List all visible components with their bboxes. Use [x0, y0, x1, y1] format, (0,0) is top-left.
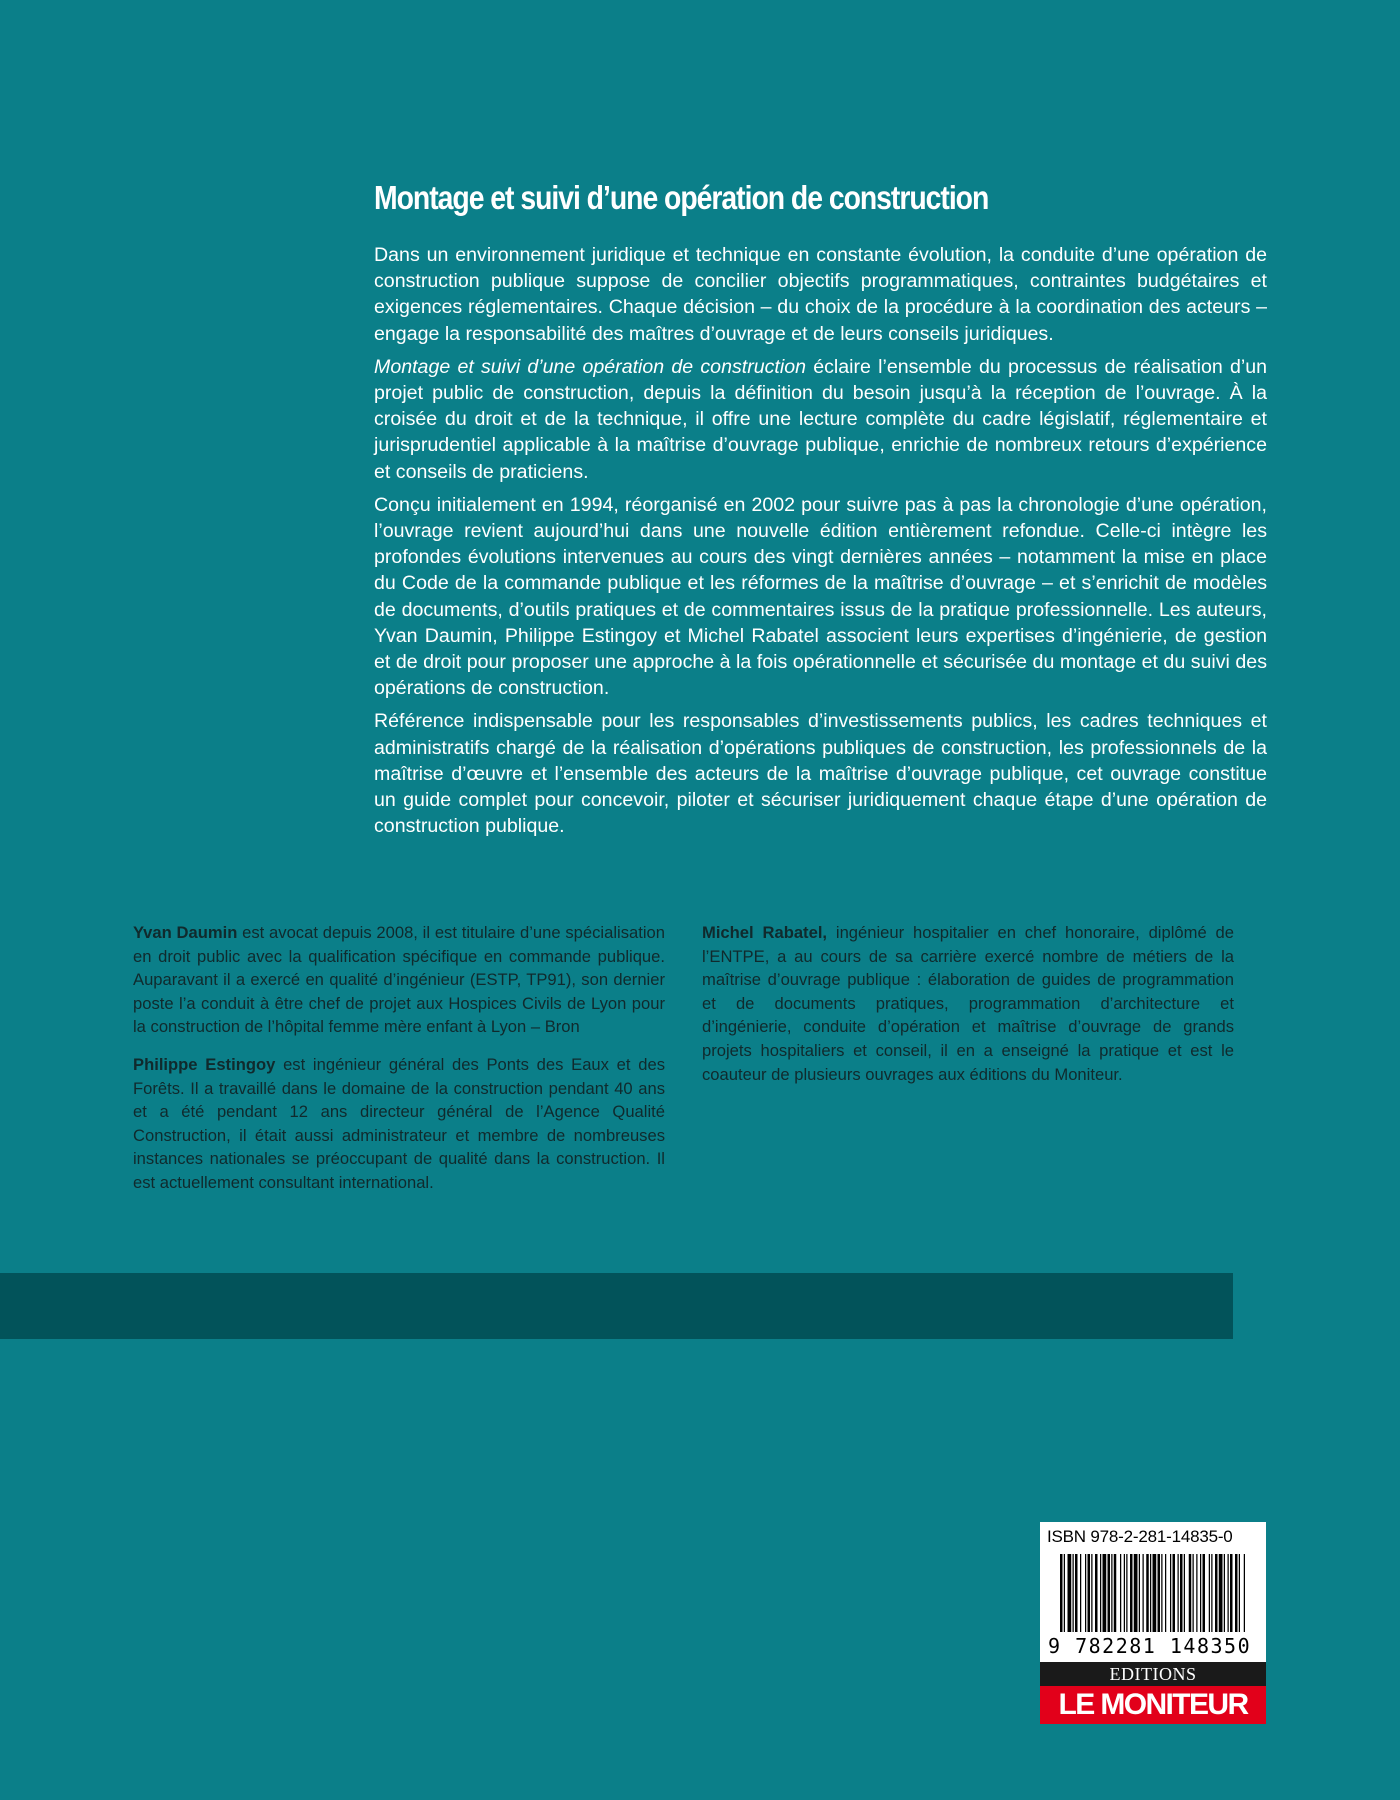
- author-bios-right: [702, 921, 1234, 1100]
- barcode-bar: [1075, 1554, 1078, 1632]
- author-name: Yvan Daumin: [133, 923, 238, 942]
- barcode-bar: [1095, 1554, 1098, 1632]
- barcode-bar: [1228, 1554, 1229, 1632]
- barcode-bar: [1193, 1554, 1194, 1632]
- barcode-bar: [1064, 1554, 1065, 1632]
- barcode-bar: [1180, 1554, 1183, 1632]
- barcode-bar: [1224, 1554, 1225, 1632]
- isbn-barcode: [1040, 1522, 1266, 1662]
- book-description: [374, 242, 1267, 846]
- barcode-bar: [1080, 1554, 1081, 1632]
- barcode-bar: [1073, 1554, 1074, 1632]
- barcode-bar: [1209, 1554, 1210, 1632]
- publisher-logo-editions: EDITIONS: [1040, 1662, 1266, 1686]
- barcode-bar: [1060, 1554, 1063, 1632]
- barcode-bar: [1200, 1554, 1201, 1632]
- barcode-bar: [1203, 1554, 1206, 1632]
- barcode-bar: [1244, 1554, 1245, 1632]
- description-paragraph-2-text: éclaire l’ensemble du processus de réalisation d’un projet public de construction, depuis la définition du besoin jusqu’à la réception de l’ouvrage. À la croisée du droit et de la technique, il offre une lecture complète du cadre législatif, réglementaire et jurisprudentiel applicable à la maîtrise d’ouvrage publique, enrichie de nombreux retours d’expérience et conseils de praticiens.: [374, 355, 1267, 483]
- barcode-bar: [1088, 1554, 1091, 1632]
- barcode-bar: [1124, 1554, 1125, 1632]
- author-bio-text: est avocat depuis 2008, il est titulaire d’une spécialisation en droit public avec la qualification spécifique en commande publique. Auparavant il a exercé en qualité d’ingénieur (ESTP, TP91), son dernier poste l’a conduit à être chef de projet aux Hospices Civils de Lyon pour la construction de l’hôpital femme mère enfant à Lyon – Bron: [133, 923, 665, 1037]
- barcode-bar: [1134, 1554, 1138, 1632]
- barcode-bar: [1108, 1554, 1111, 1632]
- barcode-bar: [1126, 1554, 1127, 1632]
- barcode-bar: [1158, 1554, 1161, 1632]
- isbn-label: ISBN 978-2-281-14835-0: [1047, 1527, 1233, 1546]
- barcode-bar: [1114, 1554, 1117, 1632]
- author-name: Michel Rabatel,: [702, 923, 828, 942]
- barcode-bar: [1165, 1554, 1166, 1632]
- decorative-band: [0, 1273, 1233, 1339]
- description-paragraph-2: [374, 354, 1267, 485]
- barcode-bar: [1211, 1554, 1212, 1632]
- publisher-logo-name: LE MONITEUR: [1040, 1686, 1266, 1724]
- author-bio: [133, 921, 665, 1039]
- description-paragraph-3: Conçu initialement en 1994, réorganisé en 2002 pour suivre pas à pas la chronologie d’une opération, l’ouvrage revient aujourd’hui dans une nouvelle édition entièrement refondue. Celle-ci intègre les profondes évolutions intervenues au cours des vingt dernières années – notamment la mise en place du Code de la commande publique et les réformes de la maîtrise d’ouvrage – et s’enrichit de modèles de documents, d’outils pratiques et de commentaires issus de la pratique professionnelle. Les auteurs, Yvan Daumin, Philippe Estingoy et Michel Rabatel associent leurs expertises d’ingénierie, de gestion et de droit pour proposer une approche à la fois opérationnelle et sécurisée du montage et du suivi des opérations de construction.: [374, 493, 1267, 700]
- barcode-bar: [1173, 1554, 1176, 1632]
- barcode-bar: [1219, 1554, 1223, 1632]
- barcode-bar: [1153, 1554, 1157, 1632]
- barcode-bar: [1230, 1554, 1233, 1632]
- barcode-bar: [1068, 1554, 1072, 1632]
- author-bios-left: [133, 921, 665, 1209]
- barcode-bar: [1215, 1554, 1218, 1632]
- barcode-bar: [1178, 1554, 1179, 1632]
- barcode-bar: [1143, 1554, 1144, 1632]
- barcode-bar: [1085, 1554, 1086, 1632]
- barcode-bar: [1130, 1554, 1133, 1632]
- ean-digits: 9 782281 148350: [1048, 1634, 1252, 1658]
- barcode-bar: [1150, 1554, 1151, 1632]
- author-bio-text: ingénieur hospitalier en chef honoraire, diplômé de l’ENTPE, a au cours de sa carrière exercé nombre de métiers de la maîtrise d’ouvrage publique : élaboration de guides de programmation et de documents pratiques, programmation d’architecture et d’ingénierie, conduite d’opération et maîtrise d’ouvrage de grands projets hospitaliers et conseil, il en a enseigné la pratique et est le coauteur de plusieurs ouvrages aux éditions du Moniteur.: [702, 923, 1234, 1084]
- author-bio-text: est ingénieur général des Ponts des Eaux et des Forêts. Il a travaillé dans le domaine de la construction pendant 40 ans et a été pendant 12 ans directeur général de l’Agence Qualité Construction, il était aussi administrateur et membre de nombreuses instances nationales se préoccupant de qualité dans la construction. Il est actuellement consultant international.: [133, 1054, 665, 1192]
- publisher-logo: [1040, 1662, 1266, 1724]
- barcode-bar: [1091, 1554, 1092, 1632]
- barcode-bar: [1111, 1554, 1112, 1632]
- barcode-bar: [1100, 1554, 1101, 1632]
- barcode-bar: [1189, 1554, 1192, 1632]
- description-paragraph-4: Référence indispensable pour les responsables d’investissements publics, les cadres techniques et administratifs chargé de la réalisation d’opérations publiques de construction, les professionnels de la maîtrise d’œuvre et l’ensemble des acteurs de la maîtrise d’ouvrage publique, cet ouvrage constitue un guide complet pour concevoir, piloter et sécuriser juridiquement chaque étape d’une opération de construction publique.: [374, 710, 1267, 838]
- barcode-bar: [1184, 1554, 1185, 1632]
- barcode-bar: [1239, 1554, 1240, 1632]
- barcode-bar: [1120, 1554, 1121, 1632]
- barcode-bar: [1103, 1554, 1107, 1632]
- author-name: Philippe Estingoy: [133, 1054, 276, 1074]
- book-title: Montage et suivi d’une opération de construction: [374, 179, 989, 216]
- author-bio: [702, 921, 1234, 1086]
- description-book-title: Montage et suivi d’une opération de construction: [374, 355, 807, 378]
- barcode-bar: [1196, 1554, 1197, 1632]
- barcode-bar: [1146, 1554, 1149, 1632]
- barcode-bar: [1161, 1554, 1162, 1632]
- description-paragraph-1: Dans un environnement juridique et technique en constante évolution, la conduite d’une opération de construction publique suppose de concilier objectifs programmatiques, contraintes budgétaires et exigences réglementaires. Chaque décision – du choix de la procédure à la coordination des acteurs – engage la responsabilité des maîtres d’ouvrage et de leurs conseils juridiques.: [374, 244, 1267, 345]
- barcode-bar: [1170, 1554, 1171, 1632]
- barcode-bar: [1235, 1554, 1238, 1632]
- author-bio: [133, 1053, 665, 1195]
- barcode-bar: [1139, 1554, 1140, 1632]
